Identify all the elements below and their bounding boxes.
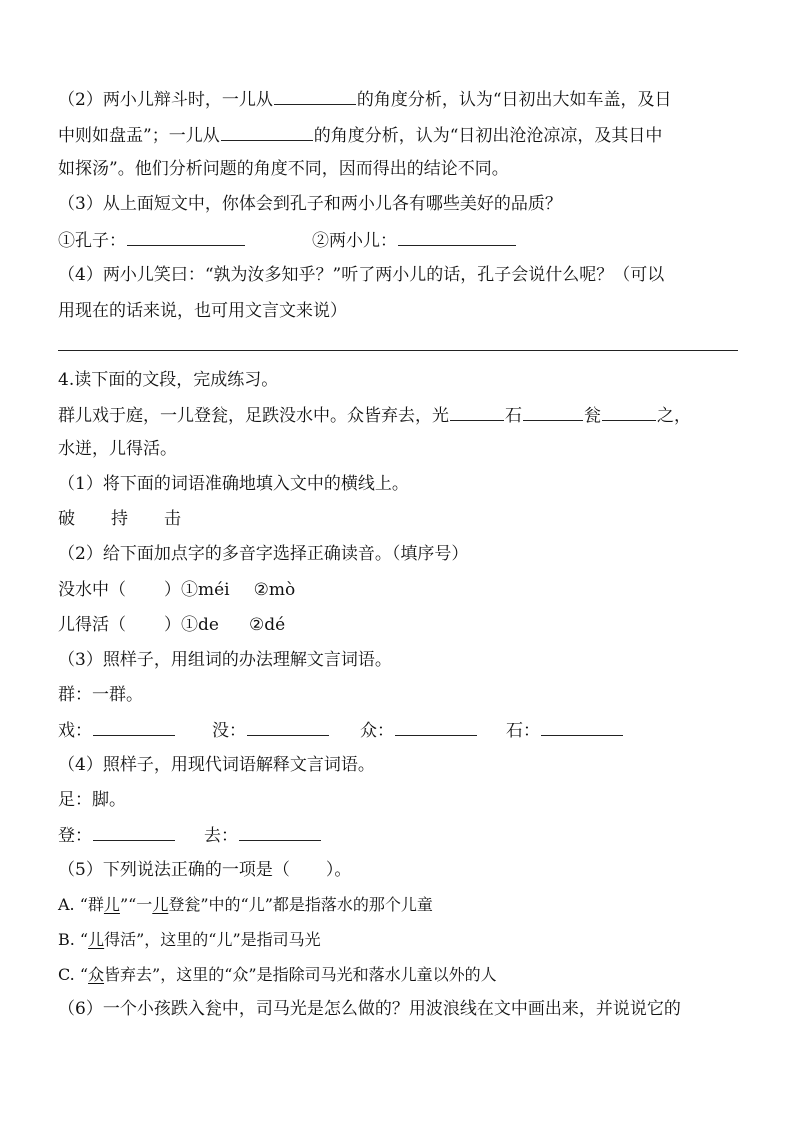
- option-c-post: 皆弃去”，这里的“众”是指除司马光和落水儿童以外的人: [104, 965, 497, 984]
- q4-3-label-shi: 石：: [506, 721, 540, 741]
- q3-2-blank-1[interactable]: [274, 88, 356, 105]
- option-a-pre: A. “群: [58, 895, 104, 914]
- option-b-post: 得活”，这里的“儿”是指司马光: [104, 930, 321, 949]
- q4-5-option-a: [58, 894, 433, 916]
- q3-3-answers: [58, 229, 517, 252]
- q4-3-example: 群：一群。: [58, 685, 143, 705]
- q4-5-prompt-text: （5）下列说法正确的一项是（: [58, 860, 290, 880]
- q4-2-row2-close: ）: [164, 615, 181, 635]
- option-c-pre: C. “: [58, 965, 89, 984]
- q3-3-blank-children[interactable]: [398, 229, 516, 246]
- q3-4-answer-line[interactable]: [58, 350, 738, 351]
- q3-2-text-d: 的角度分析，认为“日初出沧沧凉凉，及其日中: [313, 126, 663, 146]
- q4-3-label-mo: 没：: [212, 721, 246, 741]
- q4-5-prompt-close: ）。: [325, 860, 352, 880]
- q3-2-line2: [58, 124, 662, 147]
- q4-passage-line1: [58, 404, 691, 427]
- q4-2-row2-word: 儿得活（: [58, 615, 126, 635]
- q4-4-blank-deng[interactable]: [93, 824, 175, 841]
- q4-title: 4.读下面的文段，完成练习。: [58, 370, 279, 390]
- q4-3-blank-shi[interactable]: [541, 719, 623, 736]
- q4-passage-blank-1[interactable]: [450, 404, 504, 421]
- option-a-mid: ”“一: [119, 895, 153, 914]
- q4-4-items: [58, 824, 322, 847]
- q3-2-text-c: 中则如盘盂”；一儿从: [58, 126, 220, 146]
- q4-5-prompt: [58, 859, 351, 881]
- q4-passage-line2: 水迸，儿得活。: [58, 439, 177, 459]
- q4-passage-blank-3[interactable]: [602, 404, 656, 421]
- q3-2-line3: 如探汤”。他们分析问题的角度不同，因而得出的结论不同。: [58, 159, 509, 179]
- q4-6-prompt: （6）一个小孩跌入瓮中，司马光是怎么做的？用波浪线在文中画出来，并说说它的: [58, 999, 681, 1019]
- q4-5-option-c: [58, 964, 497, 986]
- q4-passage-c: 瓮: [584, 406, 601, 426]
- q4-4-label-qu: 去：: [204, 826, 238, 846]
- q3-3-prompt: （3）从上面短文中，你体会到孔子和两小儿各有哪些美好的品质？: [58, 194, 562, 214]
- q4-1-prompt: （1）将下面的词语准确地填入文中的横线上。: [58, 474, 409, 494]
- q3-3-blank-confucius[interactable]: [127, 229, 245, 246]
- option-c-underlined: 众: [88, 965, 105, 984]
- q4-2-prompt: （2）给下面加点字的多音字选择正确读音。（填序号）: [58, 544, 469, 564]
- q4-2-row2: [58, 614, 285, 636]
- q3-2-line1: [58, 88, 672, 111]
- q4-passage-b: 石: [505, 406, 522, 426]
- q4-3-blank-mo[interactable]: [247, 719, 329, 736]
- q3-2-text-b: 的角度分析，认为“日初出大如车盖，及日: [356, 90, 672, 110]
- q4-passage-d: 之，: [657, 406, 691, 426]
- q4-2-row1-word: 没水中（: [58, 580, 126, 600]
- q4-3-items: [58, 719, 624, 742]
- q4-passage-blank-2[interactable]: [523, 404, 583, 421]
- q4-3-blank-zhong[interactable]: [395, 719, 477, 736]
- q4-1-words: [58, 508, 181, 530]
- word-chi: 持: [111, 509, 128, 529]
- q4-4-label-deng: 登：: [58, 826, 92, 846]
- q4-2-row1-close: ）: [164, 580, 181, 600]
- q4-3-label-xi: 戏：: [58, 721, 92, 741]
- word-po: 破: [58, 509, 75, 529]
- q4-3-prompt: （3）照样子，用组词的办法理解文言词语。: [58, 650, 392, 670]
- q3-3-label-children: ②两小儿：: [312, 231, 397, 251]
- q4-3-blank-xi[interactable]: [93, 719, 175, 736]
- q3-2-text-a: （2）两小儿辩斗时，一儿从: [58, 90, 273, 110]
- q3-3-label-confucius: ①孔子：: [58, 231, 126, 251]
- q4-2-row2-opt1: ①de: [181, 615, 219, 635]
- q4-2-row2-opt2: ②dé: [248, 615, 286, 635]
- q4-2-row1-opt1: ①méi: [181, 580, 230, 600]
- q3-4-line1: （4）两小儿笑曰：“孰为汝多知乎？”听了两小儿的话，孔子会说什么呢？（可以: [58, 265, 665, 285]
- q4-3-label-zhong: 众：: [360, 721, 394, 741]
- option-b-pre: B. “: [58, 930, 89, 949]
- q4-4-example: 足：脚。: [58, 790, 126, 810]
- q3-4-line2: 用现在的话来说，也可用文言文来说）: [58, 301, 347, 321]
- q4-4-blank-qu[interactable]: [239, 824, 321, 841]
- q4-passage-a: 群儿戏于庭，一儿登瓮，足跌没水中。众皆弃去，光: [58, 406, 449, 426]
- option-a-post: 登瓮”中的“儿”都是指落水的那个儿童: [168, 895, 433, 914]
- q4-4-prompt: （4）照样子，用现代词语解释文言词语。: [58, 755, 375, 775]
- q4-2-row1: [58, 579, 295, 601]
- option-b-underlined: 儿: [88, 930, 105, 949]
- q3-2-blank-2[interactable]: [221, 124, 313, 141]
- option-a-underlined-2: 儿: [152, 895, 169, 914]
- word-ji: 击: [164, 509, 181, 529]
- q4-5-option-b: [58, 929, 321, 951]
- option-a-underlined-1: 儿: [103, 895, 120, 914]
- q4-2-row1-opt2: ②mò: [253, 580, 296, 600]
